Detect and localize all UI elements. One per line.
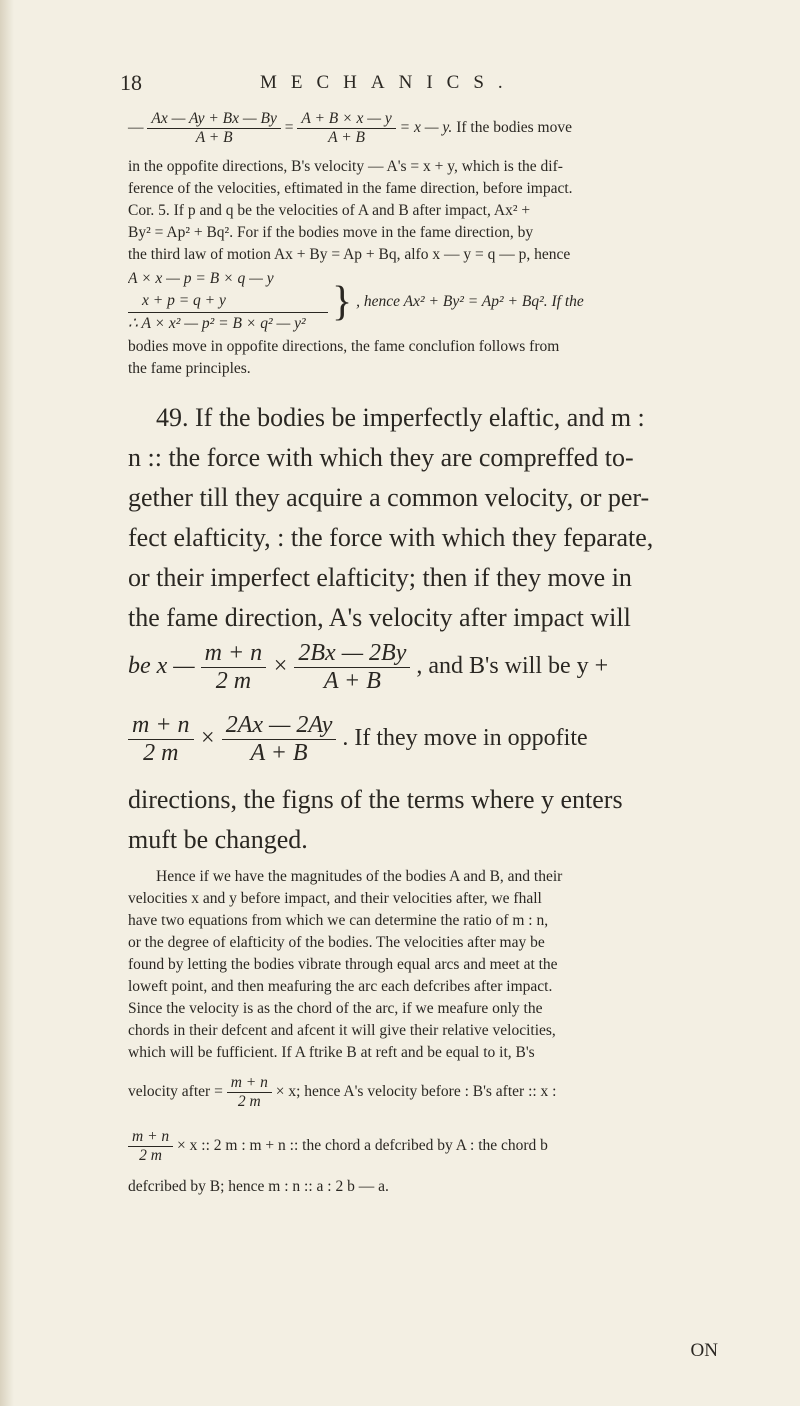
fraction (222, 712, 337, 767)
numerator: m + n (128, 1128, 173, 1147)
text-line: defcribed by B; hence m : n :: a : 2 b — a. (128, 1178, 389, 1195)
formula-result: = x — y. (399, 119, 453, 137)
text-line: the fame direction, A's velocity after impact will (128, 603, 631, 632)
text-line: By² = Ap² + Bq². For if the bodies move in the fame direction, by (128, 224, 534, 241)
ratio-formula (128, 1128, 548, 1165)
text-line: fect elafticity, : the force with which they feparate, (128, 523, 654, 552)
text-line: have two equations from which we can determine the ratio of m : n, (128, 912, 549, 929)
text-line: Cor. 5. If p and q be the velocities of A and B after impact, Ax² + (128, 202, 531, 219)
denominator: 2 m (215, 668, 252, 694)
text-line: directions, the figns of the terms where y enters (128, 785, 623, 814)
formula-b (128, 712, 588, 767)
denominator: 2 m (143, 740, 179, 766)
times-sign: × (272, 653, 289, 680)
text-line: which will be fufficient. If A ftrike B at reft and be equal to it, B's (128, 1044, 535, 1061)
fraction (297, 110, 395, 147)
formula-suffix: × x :: 2 m : m + n :: the chord a defcribed by A : the chord b (177, 1137, 548, 1155)
denominator: A + B (195, 129, 233, 146)
top-formula: — $\frac{Ax — Ay + Bx — By}{A + B}$ = $\frac{A + B \times x — y}{A + B}$ = x — y. If the bodies move (128, 110, 572, 146)
fraction (128, 1128, 173, 1165)
numerator: 2Bx — 2By (294, 640, 410, 668)
small-paragraph-4 (128, 1176, 718, 1198)
fraction (227, 1074, 272, 1111)
formula-tail-text: If the bodies move (456, 119, 572, 137)
equation-conclusion: , hence Ax² + By² = Ap² + Bq². If the (356, 292, 584, 310)
formula-prefix: velocity after = (128, 1083, 223, 1101)
main-paragraph (128, 398, 718, 638)
page-edge-shadow (0, 0, 14, 1406)
velocity-formula (128, 1074, 556, 1111)
catchword: ON (690, 1340, 718, 1361)
text-line: 49. If the bodies be imperfectly elaftic, and m : (156, 403, 645, 432)
numerator: A + B × x — y (297, 110, 395, 129)
numerator: m + n (201, 640, 267, 668)
equation-line: A × x — p = B × q — y (128, 270, 274, 287)
denominator: 2 m (139, 1147, 162, 1164)
text-line: Since the velocity is as the chord of the arc, if we meafure only the (128, 1000, 543, 1017)
text-line: or the degree of elafticity of the bodies. The velocities after may be (128, 934, 545, 951)
times-sign: × (199, 725, 216, 752)
page-header (120, 70, 680, 106)
text-line: velocities x and y before impact, and their velocities after, we fhall (128, 890, 542, 907)
formula-suffix: , and B's will be y + (416, 653, 609, 680)
formula-prefix: be x — (128, 653, 195, 680)
page-number: 18 (120, 70, 142, 95)
text-line: in the oppofite directions, B's velocity — A's = x + y, which is the dif- (128, 158, 563, 175)
text-line: n :: the force with which they are compreffed to- (128, 443, 634, 472)
small-paragraph-2 (128, 336, 718, 380)
text-line: chords in their defcent and afcent it will give their relative velocities, (128, 1022, 556, 1039)
numerator: m + n (128, 712, 194, 740)
text-line: gether till they acquire a common velocity, or per- (128, 483, 650, 512)
brace: } (332, 278, 353, 325)
equation-system (128, 268, 718, 335)
text-line: the fame principles. (128, 360, 251, 377)
numerator: Ax — Ay + Bx — By (147, 110, 281, 129)
small-paragraph-3 (128, 866, 718, 1064)
text-line: ference of the velocities, eftimated in the fame direction, before impact. (128, 180, 573, 197)
fraction (294, 640, 410, 695)
text-line: or their imperfect elafticity; then if they move in (128, 563, 632, 592)
text-line: the third law of motion Ax + By = Ap + Bq, alfo x — y = q — p, hence (128, 246, 571, 263)
equation-line: x + p = q + y (128, 290, 328, 313)
denominator: 2 m (237, 1093, 261, 1110)
denominator: A + B (328, 129, 366, 146)
formula-a (128, 640, 608, 695)
running-head: MECHANICS. (260, 72, 517, 93)
fraction (147, 110, 281, 147)
equation-line: ∴ A × x² — p² = B × q² — y² (128, 315, 306, 332)
numerator: m + n (227, 1074, 272, 1093)
denominator: A + B (323, 668, 381, 694)
formula-suffix: . If they move in oppofite (342, 725, 588, 752)
small-paragraph-1 (128, 156, 718, 266)
fraction (201, 640, 267, 695)
numerator: 2Ax — 2Ay (222, 712, 337, 740)
text-line: bodies move in oppofite directions, the fame conclufion follows from (128, 338, 560, 355)
main-paragraph-continued (128, 780, 718, 860)
denominator: A + B (250, 740, 308, 766)
formula-suffix: × x; hence A's velocity before : B's after :: x : (275, 1083, 557, 1101)
fraction (128, 712, 194, 767)
text-line: found by letting the bodies vibrate through equal arcs and meet at the (128, 956, 558, 973)
text-line: muft be changed. (128, 825, 308, 854)
text-line: Hence if we have the magnitudes of the bodies A and B, and their (156, 868, 563, 885)
text-line: loweft point, and then meafuring the arc each defcribes after impact. (128, 978, 553, 995)
